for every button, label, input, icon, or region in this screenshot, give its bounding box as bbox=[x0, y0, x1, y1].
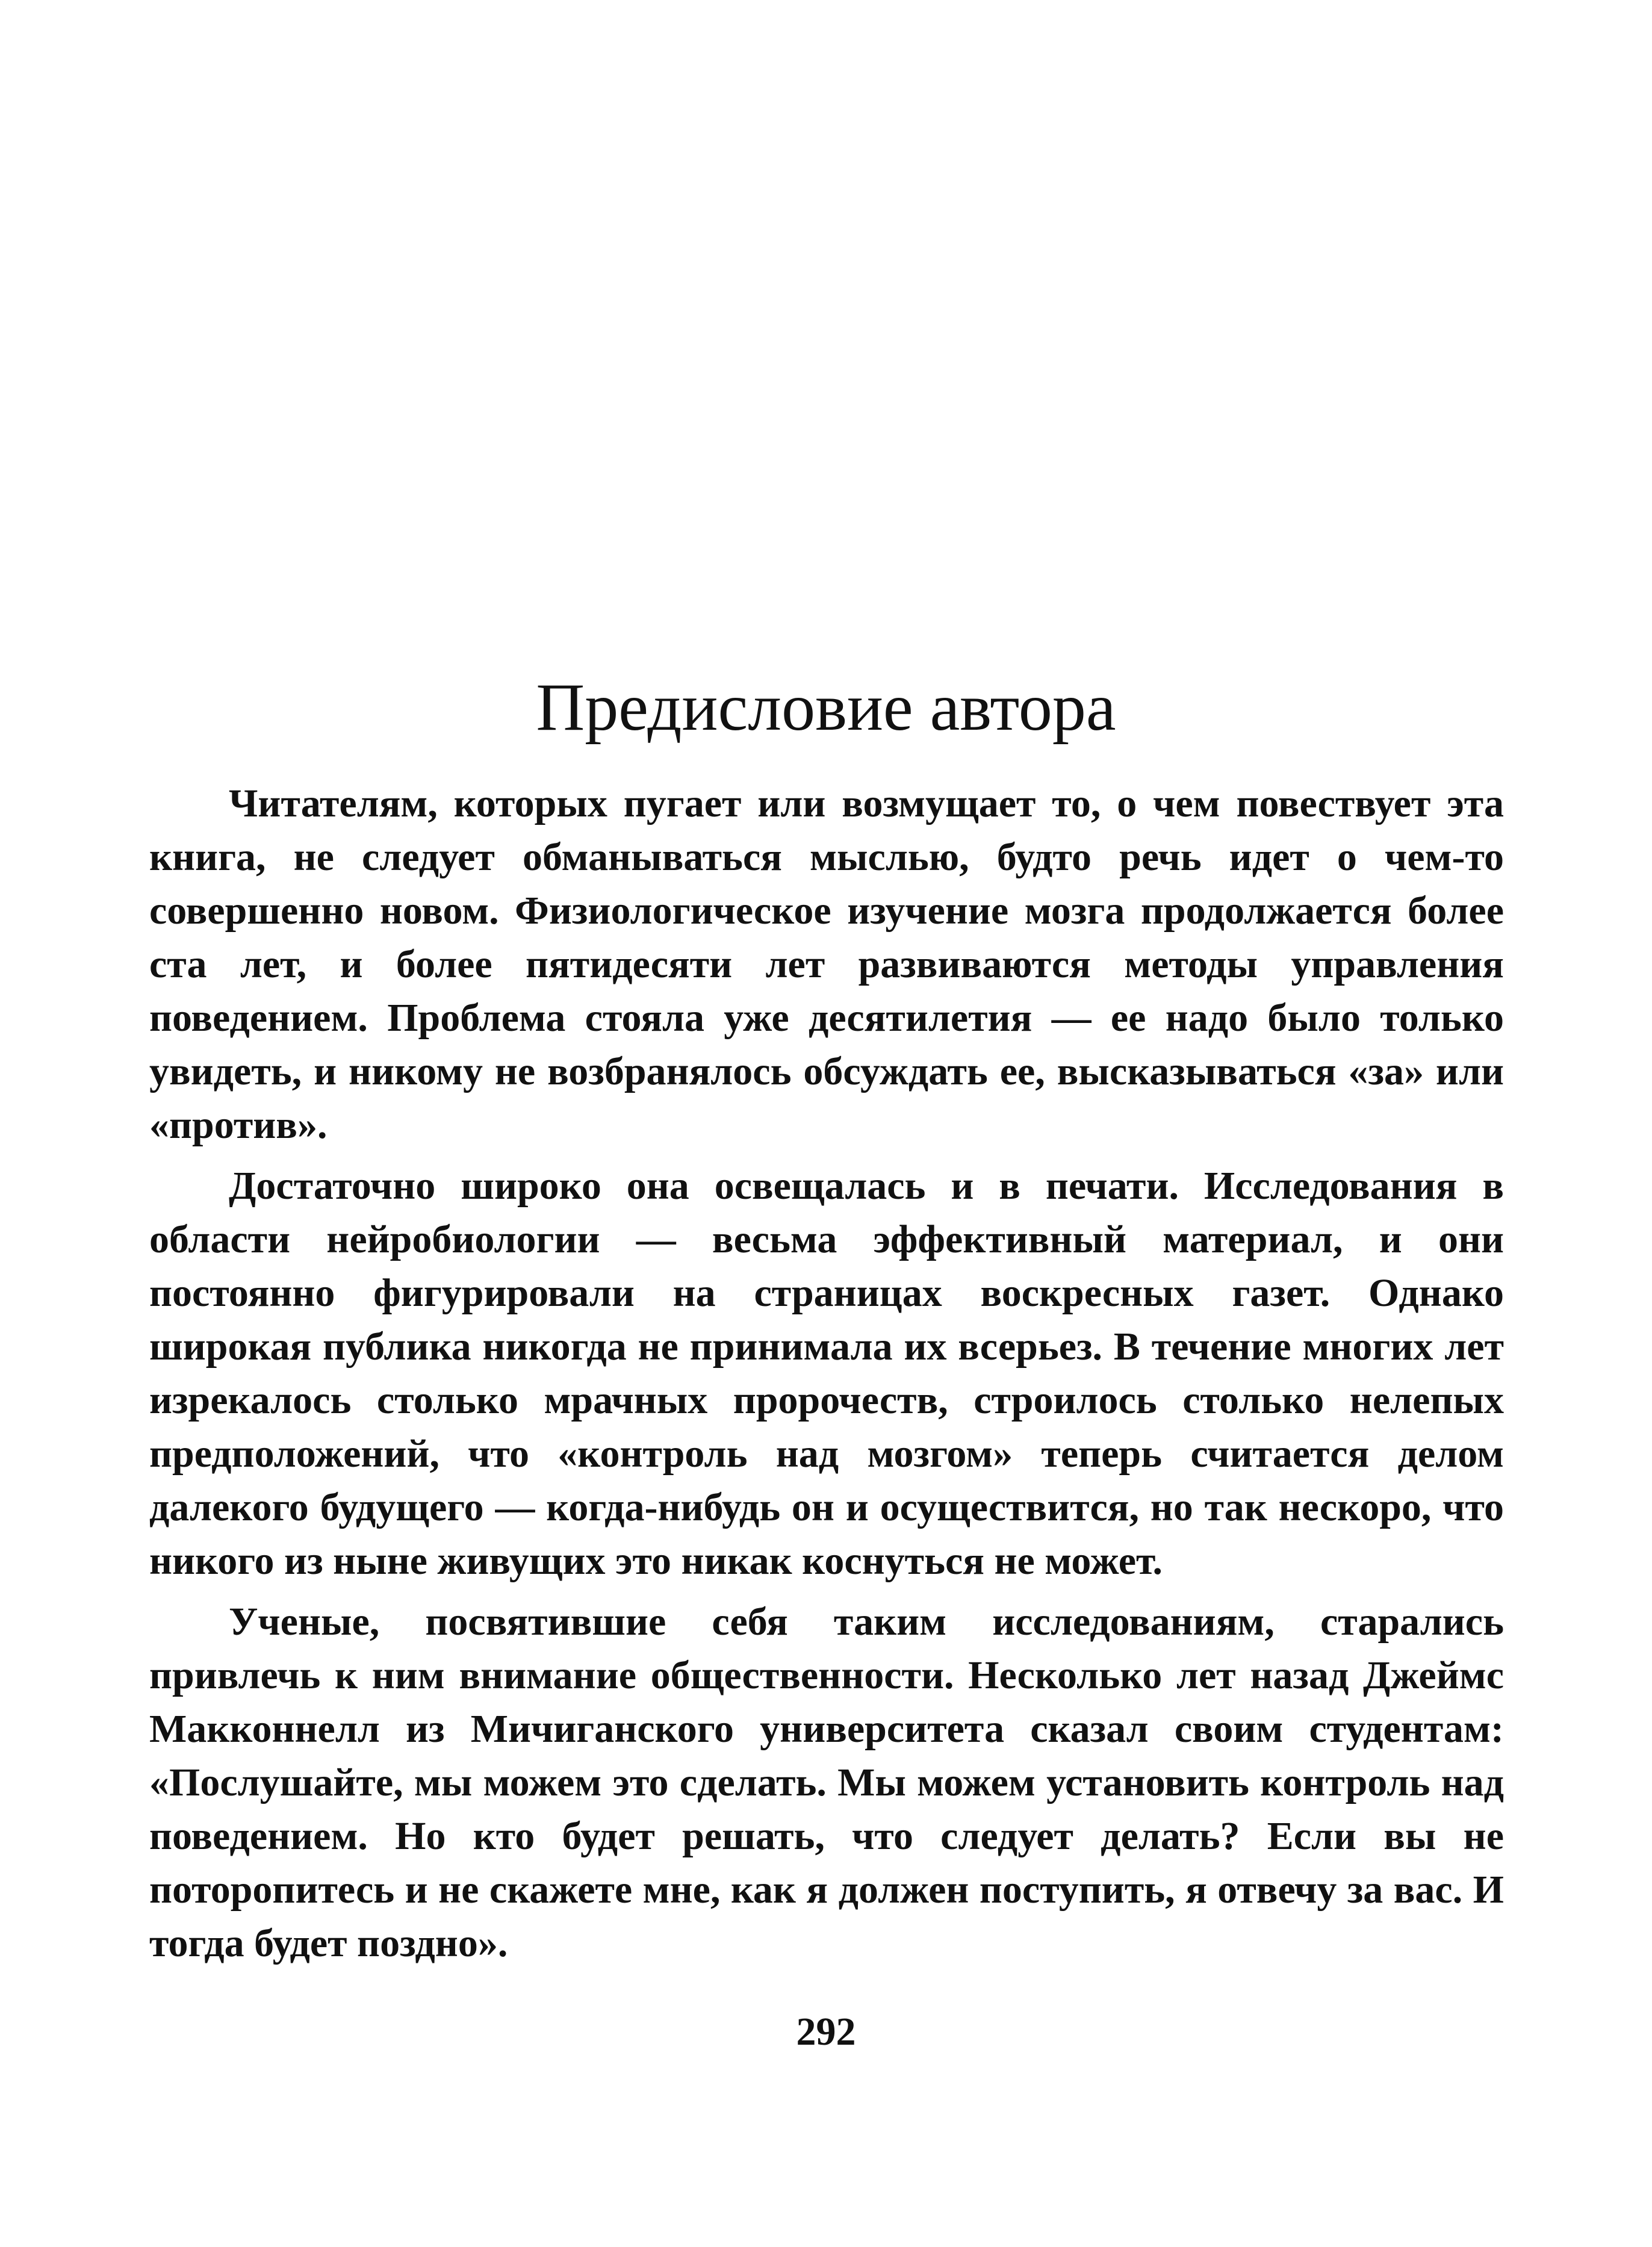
body-text bbox=[149, 777, 1504, 1977]
page-title: Предисловие автора bbox=[536, 670, 1116, 745]
page-number: 292 bbox=[796, 2010, 856, 2054]
paragraph-1: Читателям, которых пугает или возмущает то, о чем повествует эта книга, не следует обманываться мыслью, будто речь идет о чем-то совершенно новом. Физиологическое изучение мозга продолжается более ста лет, и более пятидесяти лет развиваются методы управления поведением. Проблема стояла уже десятилетия — ее надо было только увидеть, и никому не возбранялось обсуждать ее, высказываться «за» или «против». bbox=[149, 782, 1504, 1147]
paragraph-3: Ученые, посвятившие себя таким исследованиям, старались привлечь к ним внимание общественности. Несколько лет назад Джеймс Макконнелл из Мичиганского университета сказал своим студентам: «Послушайте, мы можем это сделать. Мы можем установить контроль над поведением. Но кто будет решать, что следует делать? Если вы не поторопитесь и не скажете мне, как я должен поступить, я отвечу за вас. И тогда будет поздно». bbox=[149, 1600, 1504, 1965]
paragraph-2: Достаточно широко она освещалась и в печати. Исследования в области нейробиологии — весьма эффективный материал, и они постоянно фигурировали на страницах воскресных газет. Однако широкая публика никогда не принимала их всерьез. В течение многих лет изрекалось столько мрачных пророчеств, строилось столько нелепых предположений, что «контроль над мозгом» теперь считается делом далекого будущего — когда-нибудь он и осуществится, но так нескоро, что никого из ныне живущих это никак коснуться не может. bbox=[149, 1164, 1504, 1583]
